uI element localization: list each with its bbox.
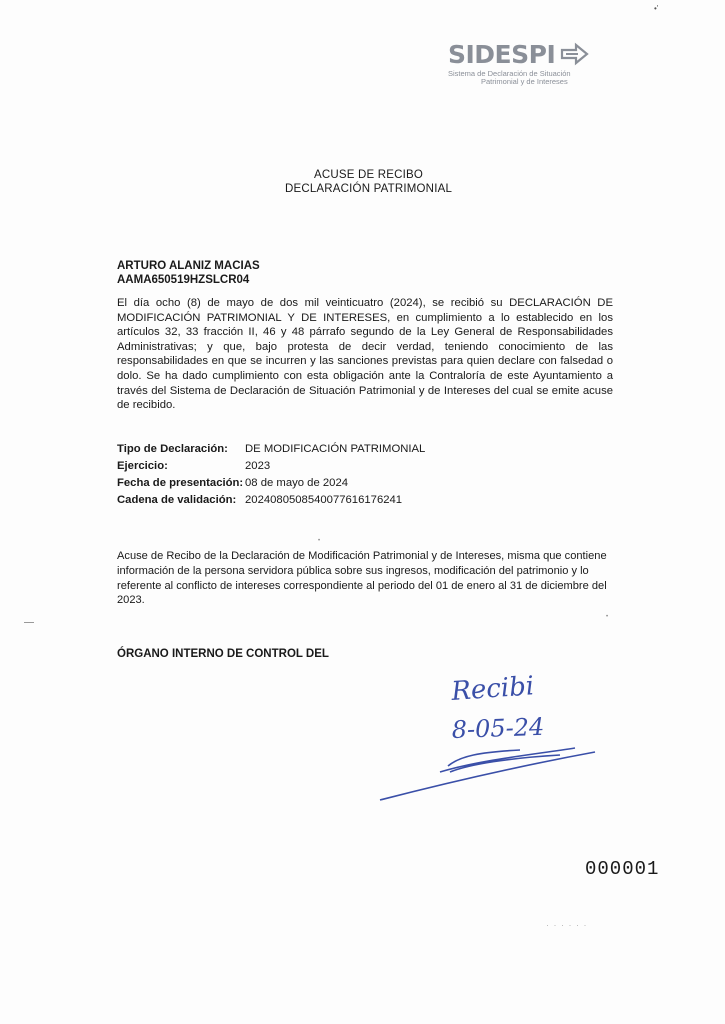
organo-interno-label: ÓRGANO INTERNO DE CONTROL DEL: [117, 648, 329, 660]
faint-stamp-mark: · · · · · ·: [546, 920, 588, 930]
detail-label: Fecha de presentación:: [117, 477, 244, 489]
declarant-rfc: AAMA650519HZSLCR04: [117, 274, 250, 286]
declarant-block: [117, 259, 260, 287]
scan-mark: [24, 622, 34, 623]
handwritten-note-line2: 8-05-24: [451, 712, 545, 744]
scan-speck: •: [606, 614, 609, 620]
heading-line2: DECLARACIÓN PATRIMONIAL: [284, 183, 453, 195]
signature-flourish: [380, 748, 595, 800]
handwritten-note-line1: Recibi: [450, 671, 536, 707]
heading-line1: ACUSE DE RECIBO: [313, 169, 424, 181]
declarant-name: ARTURO ALANIZ MACIAS: [117, 260, 260, 272]
sidespi-logo: [448, 40, 598, 86]
detail-row: [117, 492, 425, 509]
logo-subtitle-line2: Patrimonial y de Intereses: [481, 77, 568, 86]
detail-label: Tipo de Declaración:: [117, 443, 228, 455]
detail-value: 20240805085400776161762​41: [245, 494, 403, 506]
detail-row: [117, 475, 425, 492]
scan-speck: •': [654, 4, 659, 13]
document-heading: [0, 168, 725, 196]
detail-row: [117, 441, 425, 458]
detail-value: 2023: [245, 460, 271, 472]
folio-number: 000001: [585, 858, 660, 880]
summary-paragraph: Acuse de Recibo de la Declaración de Modificación Patrimonial y de Intereses, misma que contiene información de la persona servidora pública sobre sus ingresos, modificación del patrimonio y lo referente al conflicto de intereses correspondiente al periodo del 01 de enero al 31 de diciembre del 2023.: [117, 550, 607, 607]
logo-brand: SIDESPI: [448, 40, 556, 69]
logo-subtitle-line1: Sistema de Declaración de Situación: [448, 69, 571, 78]
logo-subtitle: [448, 70, 598, 86]
handwritten-receipt-note: [370, 660, 610, 810]
detail-row: [117, 458, 425, 475]
detail-value: DE MODIFICACIÓN PATRIMONIAL: [245, 443, 426, 455]
scan-speck: •: [318, 538, 321, 544]
logo-arrow-icon: [560, 42, 590, 68]
detail-label: Ejercicio:: [117, 460, 168, 472]
detail-value: 08 de mayo de 2024: [245, 477, 349, 489]
body-paragraph: El día ocho (8) de mayo de dos mil veinticuatro (2024), se recibió su DECLARACIÓN DE MODIFICACIÓN PATRIMONIAL Y DE INTERESES, en cumplimiento a lo establecido en los artículos 32, 33 fracción II, 46 y 48 párrafo segundo de la Ley General de Responsabilidades Administrativas; y que, bajo protesta de decir verdad, teniendo conocimiento de las responsabilidades en que se incurren y las sanciones previstas para quien declare con falsedad o dolo. Se ha dado cumplimiento con esta obligación ante la Contraloría de este Ayuntamiento a través del Sistema de Declaración de Situación Patrimonial y de Intereses del cual se emite acuse de recibido.: [117, 297, 613, 412]
declaration-details: [117, 441, 425, 509]
detail-label: Cadena de validación:: [117, 494, 237, 506]
